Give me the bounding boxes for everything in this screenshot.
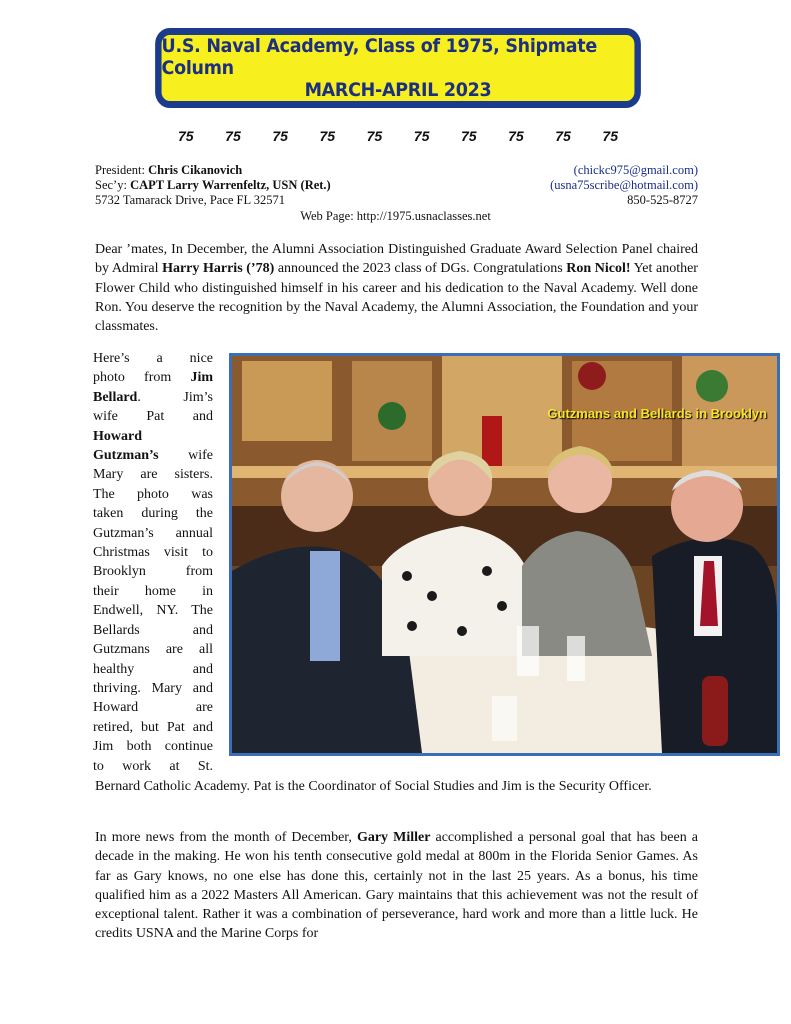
class-numeral: 75 bbox=[319, 128, 336, 144]
secretary-email[interactable]: (usna75scribe@hotmail.com) bbox=[550, 178, 698, 192]
banner-date: MARCH-APRIL 2023 bbox=[304, 79, 492, 101]
paragraph-st-bernard: Bernard Catholic Academy. Pat is the Coordinator of Social Studies and Jim is the Security Officer. bbox=[95, 779, 652, 794]
class-numeral: 75 bbox=[225, 128, 241, 144]
president-email[interactable]: (chickc975@gmail.com) bbox=[573, 163, 698, 177]
mailing-address: 5732 Tamarack Drive, Pace FL 32571 bbox=[95, 193, 286, 207]
president-name: Chris Cikanovich bbox=[148, 163, 243, 177]
president-line: President: Chris Cikanovich (chickc975@gmail.com) bbox=[95, 163, 698, 177]
family-photo bbox=[229, 353, 780, 756]
class-numeral: 75 bbox=[460, 128, 477, 144]
address-line bbox=[95, 193, 698, 208]
photo-side-text: Here’s a nice photo from Jim Bellard. Jim’s wife Pat and Howard Gutzman’s wife Mary are sisters. The photo was taken during the Gutzman’s annual Christmas visit to Brooklyn from their home in Endwell, NY. The Bellards and Gutzmans are all healthy and thriving. Mary and Howard are retired, but Pat and Jim both continue to work at St. bbox=[93, 351, 213, 774]
phone-number: 850-525-8727 bbox=[627, 193, 698, 207]
banner-title: U.S. Naval Academy, Class of 1975, Shipmate Column bbox=[161, 35, 597, 79]
photo-caption: Gutzmans and Bellards in Brooklyn bbox=[547, 406, 767, 421]
class-numeral: 75 bbox=[366, 128, 383, 144]
paragraph-gary-miller: In more news from the month of December, Gary Miller accomplished a personal goal that has been a decade in the making. He won his tenth consecutive gold medal at 800m in the Florida Senior Games. As far as Gary knows, no one else has done this, certainly not in the last 25 years. As a bonus, his time qualified him as a 2022 Masters All American. Gary maintains that this achievement was not the result of exceptional talent. Rather it was a combination of perseverance, hard work and more than a little luck. He credits USNA and the Marine Corps for bbox=[95, 830, 698, 942]
class-numeral: 75 bbox=[508, 128, 524, 144]
class-numeral: 75 bbox=[272, 128, 288, 144]
class-numeral: 75 bbox=[178, 128, 194, 144]
class-numeral: 75 bbox=[413, 128, 430, 144]
secretary-name: CAPT Larry Warrenfeltz, USN (Ret.) bbox=[130, 178, 331, 192]
class-numeral: 75 bbox=[602, 128, 618, 144]
paragraph-distinguished-graduate: Dear ’mates, In December, the Alumni Association Distinguished Graduate Award Selection Panel chaired by Admiral Harry Harris (’78) announced the 2023 class of DGs. Congratulations Ron Nicol! Yet another Flower Child who distinguished himself in his career and his dedication to the Naval Academy. Well done Ron. You deserve the recognition by the Naval Academy, the Alumni Association, the Foundation and your classmates. bbox=[95, 242, 698, 335]
web-page-link[interactable]: Web Page: http://1975.usnaclasses.net bbox=[300, 209, 491, 223]
class-numeral: 75 bbox=[555, 128, 571, 144]
secretary-line: Sec’y: CAPT Larry Warrenfeltz, USN (Ret.) (usna75scribe@hotmail.com) bbox=[95, 178, 698, 192]
class-numeral-row bbox=[178, 128, 618, 144]
column-title-banner bbox=[155, 28, 641, 108]
